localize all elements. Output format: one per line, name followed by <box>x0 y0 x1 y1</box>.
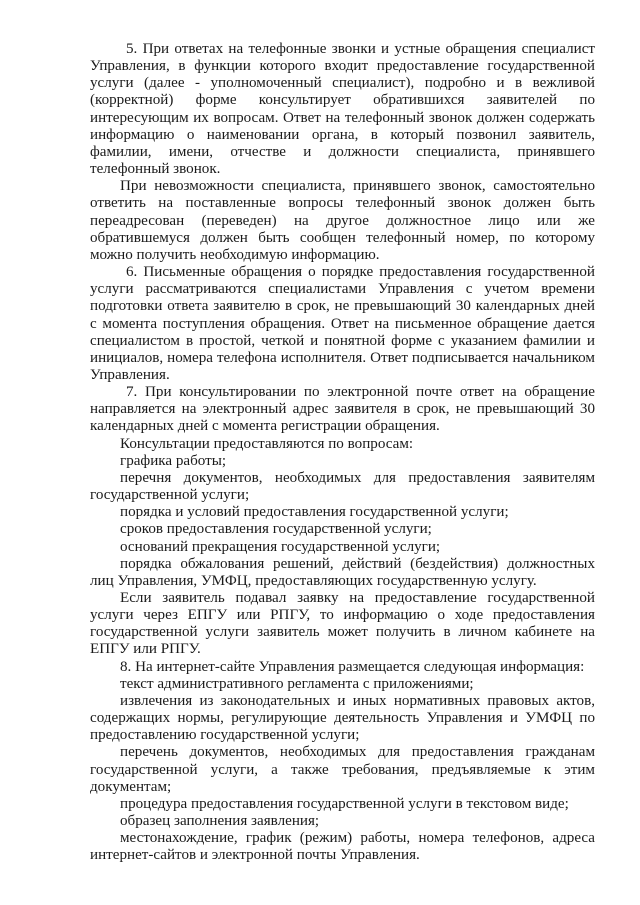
list-item-documents: перечня документов, необходимых для предоставления заявителям государственной услуги; <box>90 469 595 504</box>
list-item-sample-form: образец заполнения заявления; <box>120 813 320 830</box>
list-item-appeal: порядка обжалования решений, действий (бездействия) должностных лиц Управления, УМФЦ, предоставляющих государственную услугу. <box>90 555 595 589</box>
list-item-terms: сроков предоставления государственной услуги; <box>120 521 432 538</box>
list-item-work-schedule: графика работы; <box>120 452 227 469</box>
paragraph-item-6: 6. Письменные обращения о порядке предоставления государственной услуги рассматриваются специалистами Управления с учетом времени подготовки ответа заявителю в срок, не превышающий 30 календарных дней с момента поступления обращения. Ответ на письменное обращение дается специалистом в простой, четкой и понятной форме с указанием фамилии и инициалов, номера телефона исполнителя. Ответ подписывается начальником Управления. <box>90 264 595 383</box>
list-item-termination: оснований прекращения государственной услуги; <box>120 538 441 555</box>
document-page <box>90 41 595 865</box>
list-item-procedure: процедура предоставления государственной услуги в текстовом виде; <box>120 795 569 812</box>
paragraph-epgu-status: Если заявитель подавал заявку на предоставление государственной услуги через ЕПГУ или РПГУ, то информацию о ходе предоставления государственной услуги заявитель может получить в личном кабинете на ЕПГУ или РПГУ. <box>90 590 595 658</box>
paragraph-item-8: 8. На интернет-сайте Управления размещается следующая информация: <box>120 658 585 675</box>
list-item-conditions: порядка и условий предоставления государственной услуги; <box>120 504 509 521</box>
list-item-document-list: перечень документов, необходимых для предоставления гражданам государственной услуги, а также требования, предъявляемые к этим документам; <box>90 744 595 795</box>
list-item-legal-extracts: извлечения из законодательных и иных нормативных правовых актов, содержащих нормы, регулирующие деятельность Управления и УМФЦ по предоставлению государственной услуги; <box>90 692 595 744</box>
list-item-regulation-text: текст административного регламента с приложениями; <box>120 675 474 692</box>
list-item-location-contacts: местонахождение, график (режим) работы, номера телефонов, адреса интернет-сайтов и электронной почты Управления. <box>90 830 595 864</box>
paragraph-consultation-intro: Консультации предоставляются по вопросам: <box>120 435 414 452</box>
paragraph-item-5: 5. При ответах на телефонные звонки и устные обращения специалист Управления, в функции которого входит предоставление государственной услуги (далее - уполномоченный специалист), подробно и в вежливой (корректной) форме консультирует обратившихся заявителей по интересующим их вопросам. Ответ на телефонный звонок должен содержать информацию о наименовании органа, в который позвонил заявитель, фамилии, имени, отчестве и должности специалиста, принявшего телефонный звонок. <box>90 41 595 178</box>
paragraph-redirect-call: При невозможности специалиста, принявшего звонок, самостоятельно ответить на поставленные вопросы телефонный звонок должен быть переадресован (переведен) на другое должностное лицо или же обратившемуся должен быть сообщен телефонный номер, по которому можно получить необходимую информацию. <box>90 178 595 263</box>
paragraph-item-7: 7. При консультировании по электронной почте ответ на обращение направляется на электронный адрес заявителя в срок, не превышающий 30 календарных дней с момента регистрации обращения. <box>90 384 595 435</box>
